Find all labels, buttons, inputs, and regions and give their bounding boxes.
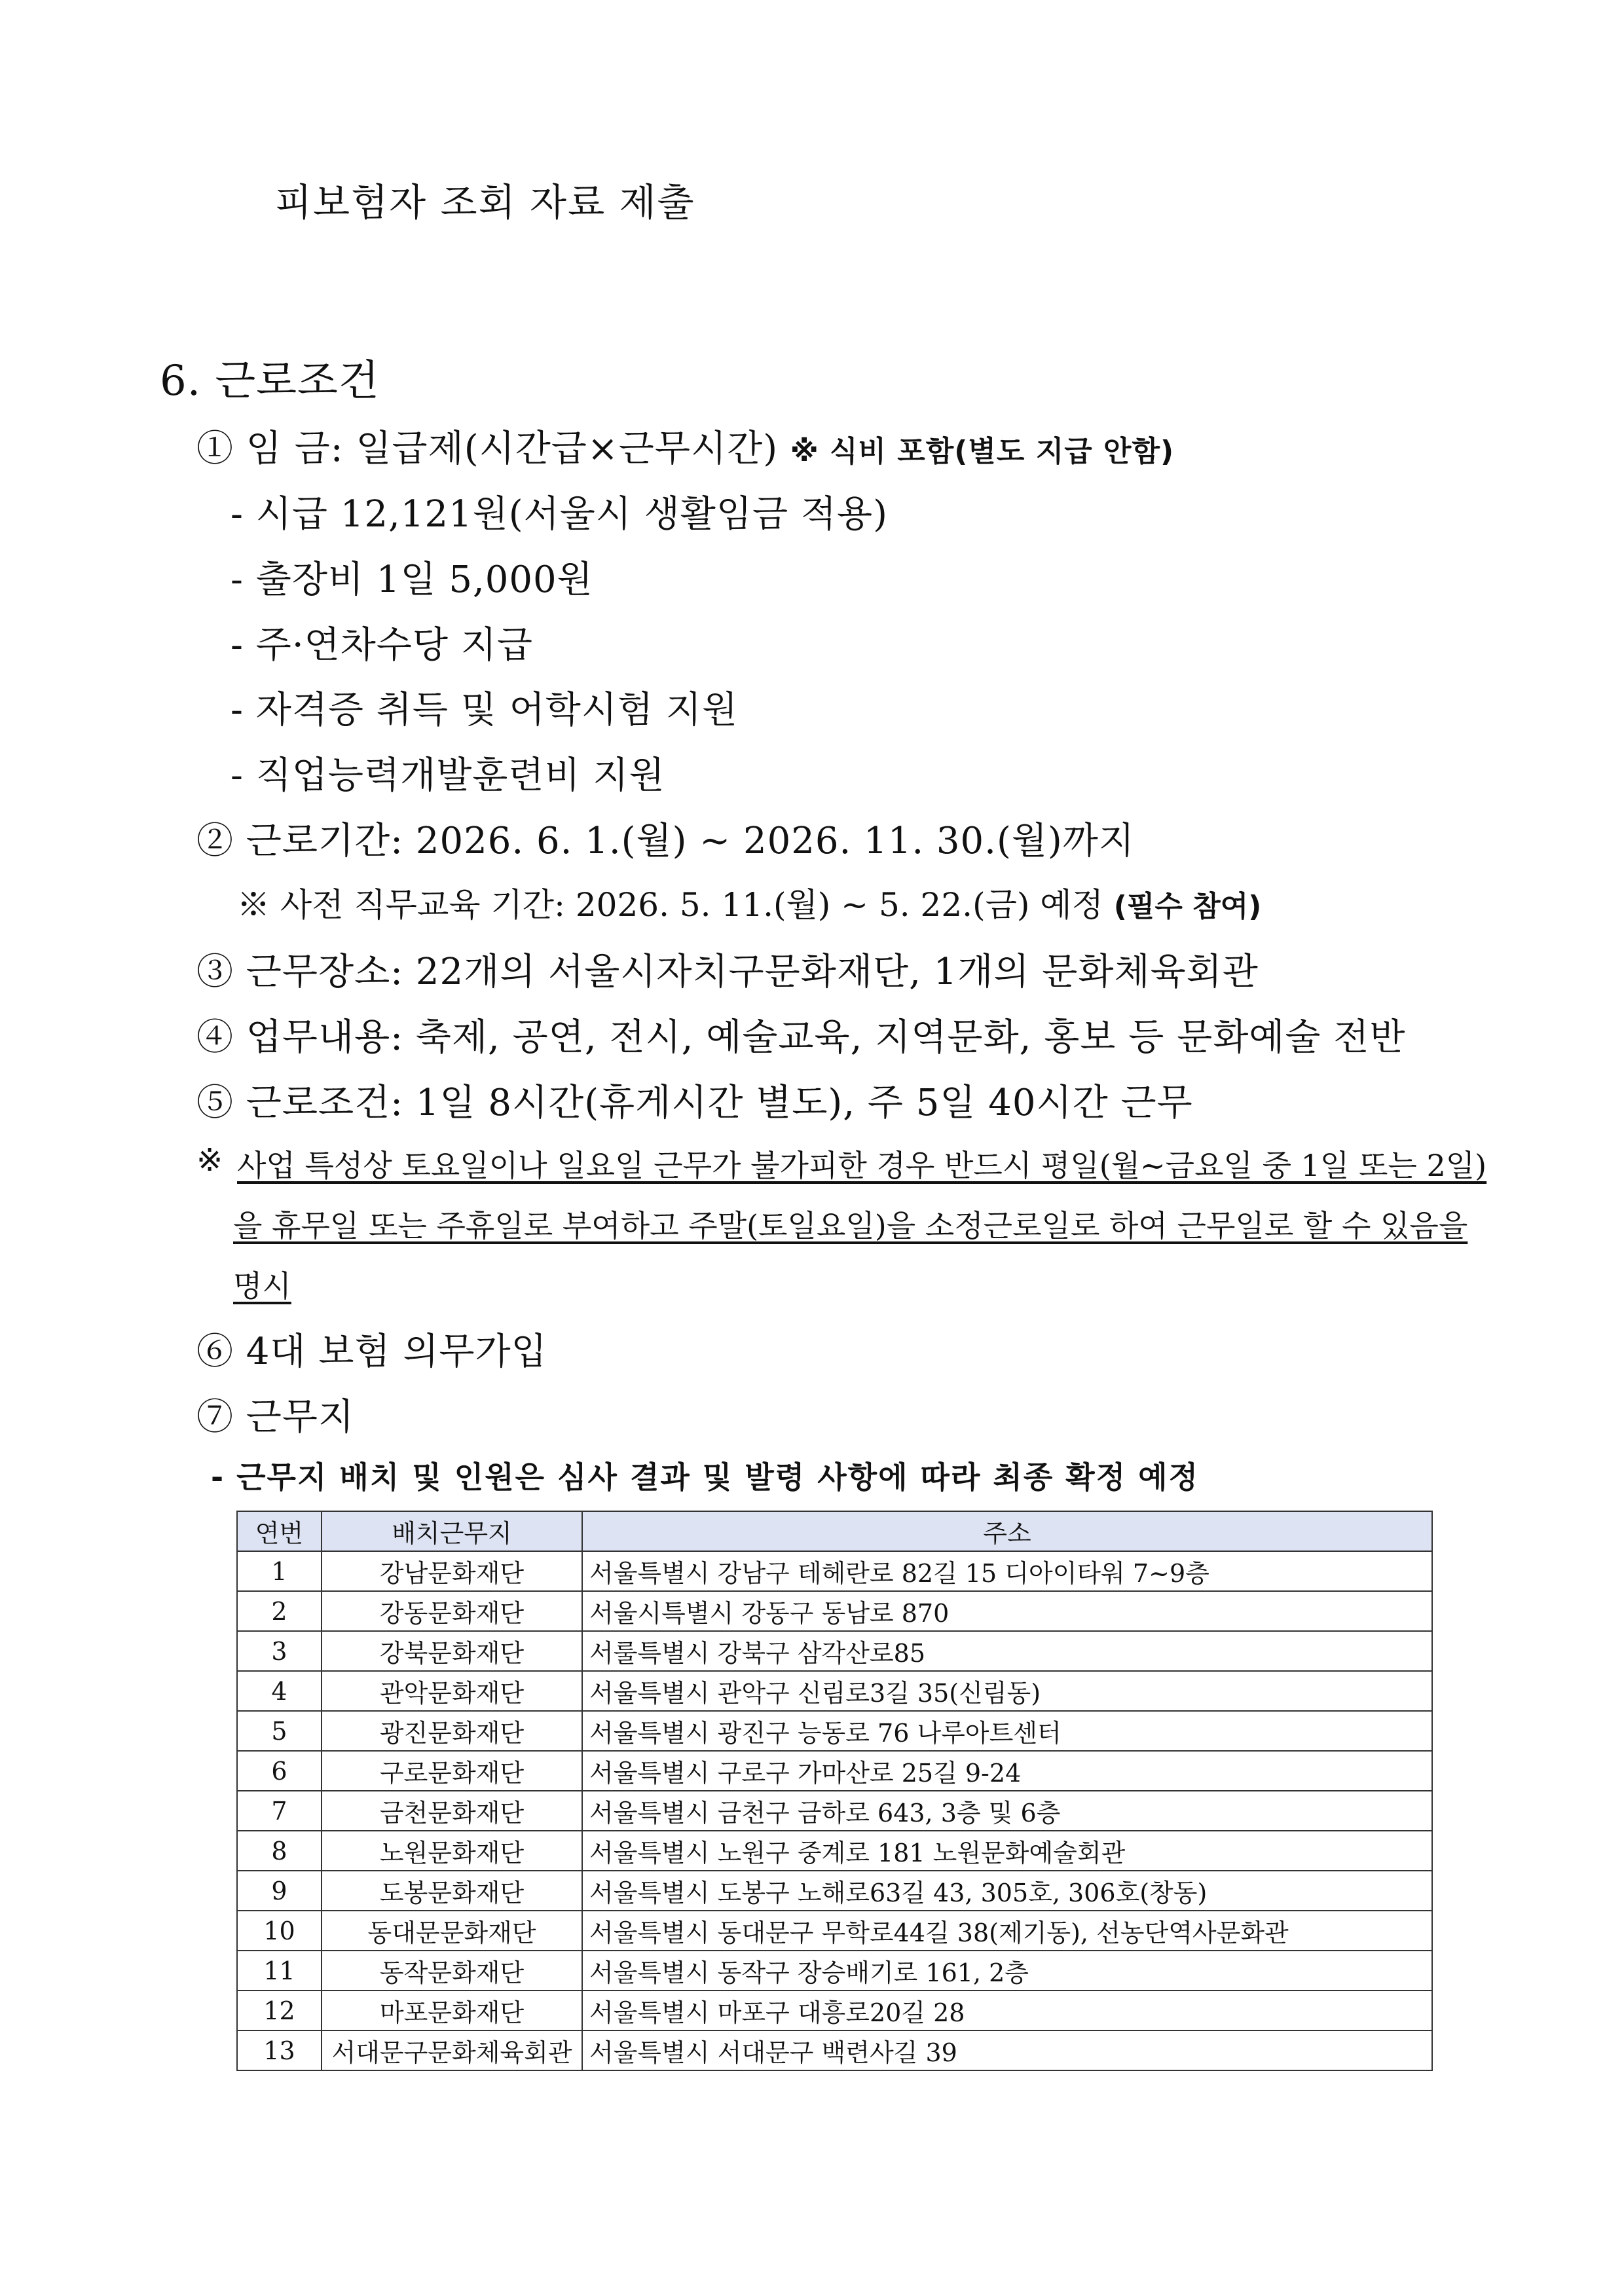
table-row bbox=[237, 1911, 1432, 1951]
table-row bbox=[237, 1711, 1432, 1751]
training-note-text: ※ 사전 직무교육 기간: 2026. 5. 11.(월) ~ 5. 22.(금) 예정 bbox=[237, 886, 1103, 924]
weekend-note-line1: 사업 특성상 토요일이나 일요일 근무가 불가피한 경우 반드시 평일(월~금요일 중 1일 또는 2일) bbox=[237, 1148, 1487, 1183]
wage-item: - 주·연차수당 지급 bbox=[231, 624, 533, 667]
wage-line bbox=[196, 420, 1174, 472]
wage-label: ① 임 금: 일급제(시간급×근무시간) bbox=[196, 428, 779, 470]
row-workplace: 도봉문화재단 bbox=[322, 1871, 582, 1911]
table-row bbox=[237, 1951, 1432, 1991]
row-address: 서울특별시 광진구 능동로 76 나루아트센터 bbox=[582, 1711, 1432, 1751]
wage-item: - 출장비 1일 5,000원 bbox=[231, 559, 593, 601]
row-number: 11 bbox=[237, 1951, 322, 1991]
table-row bbox=[237, 1671, 1432, 1711]
training-note bbox=[237, 879, 1261, 926]
row-address: 서룰특별시 강북구 삼각산로85 bbox=[582, 1631, 1432, 1671]
row-number: 1 bbox=[237, 1551, 322, 1591]
row-address: 서울특별시 구로구 가마산로 25길 9-24 bbox=[582, 1751, 1432, 1791]
table-row bbox=[237, 1551, 1432, 1591]
workplace-note: - 근무지 배치 및 인원은 심사 결과 및 발령 사항에 따라 최종 확정 예정 bbox=[211, 1460, 1200, 1495]
row-workplace: 관악문화재단 bbox=[322, 1671, 582, 1711]
row-address: 서울특별시 관악구 신림로3길 35(신림동) bbox=[582, 1671, 1432, 1711]
row-address: 서울특별시 금천구 금하로 643, 3층 및 6층 bbox=[582, 1791, 1432, 1831]
row-number: 13 bbox=[237, 2030, 322, 2070]
conditions-line: ⑤ 근로조건: 1일 8시간(휴게시간 별도), 주 5일 40시간 근무 bbox=[196, 1082, 1193, 1124]
row-number: 9 bbox=[237, 1871, 322, 1911]
weekend-note-mark: ※ bbox=[196, 1142, 223, 1179]
row-workplace: 강남문화재단 bbox=[322, 1551, 582, 1591]
top-line: 피보험자 조회 자료 제출 bbox=[275, 180, 695, 225]
table-row bbox=[237, 1751, 1432, 1791]
wage-item: - 직업능력개발훈련비 지원 bbox=[231, 754, 665, 797]
row-number: 3 bbox=[237, 1631, 322, 1671]
row-workplace: 동작문화재단 bbox=[322, 1951, 582, 1991]
row-number: 10 bbox=[237, 1911, 322, 1951]
row-number: 5 bbox=[237, 1711, 322, 1751]
row-number: 12 bbox=[237, 1991, 322, 2030]
table-row bbox=[237, 1791, 1432, 1831]
row-number: 7 bbox=[237, 1791, 322, 1831]
header-address: 주소 bbox=[582, 1511, 1432, 1551]
table-row bbox=[237, 1631, 1432, 1671]
row-address: 서울특별시 서대문구 백련사길 39 bbox=[582, 2030, 1432, 2070]
row-workplace: 강북문화재단 bbox=[322, 1631, 582, 1671]
table-row bbox=[237, 1591, 1432, 1631]
table-row bbox=[237, 1991, 1432, 2030]
row-number: 6 bbox=[237, 1751, 322, 1791]
row-workplace: 노원문화재단 bbox=[322, 1831, 582, 1871]
row-address: 서울특별시 마포구 대흥로20길 28 bbox=[582, 1991, 1432, 2030]
row-workplace: 동대문문화재단 bbox=[322, 1911, 582, 1951]
wage-item: - 시급 12,121원(서울시 생활임금 적용) bbox=[231, 493, 888, 536]
row-address: 서울특별시 동대문구 무학로44길 38(제기동), 선농단역사문화관 bbox=[582, 1911, 1432, 1951]
table-row bbox=[237, 1831, 1432, 1871]
table-row bbox=[237, 1871, 1432, 1911]
section-title: 6. 근로조건 bbox=[160, 357, 380, 405]
place-line: ③ 근무장소: 22개의 서울시자치구문화재단, 1개의 문화체육회관 bbox=[196, 951, 1259, 993]
row-address: 서울특별시 동작구 장승배기로 161, 2층 bbox=[582, 1951, 1432, 1991]
row-number: 2 bbox=[237, 1591, 322, 1631]
row-workplace: 강동문화재단 bbox=[322, 1591, 582, 1631]
row-workplace: 금천문화재단 bbox=[322, 1791, 582, 1831]
row-workplace: 서대문구문화체육회관 bbox=[322, 2030, 582, 2070]
wage-note: ※ 식비 포함(별도 지급 안함) bbox=[790, 435, 1175, 468]
weekend-note-line3: 명시 bbox=[233, 1268, 291, 1304]
row-number: 4 bbox=[237, 1671, 322, 1711]
header-workplace: 배치근무지 bbox=[322, 1511, 582, 1551]
row-address: 서울특별시 도봉구 노해로63길 43, 305호, 306호(창동) bbox=[582, 1871, 1432, 1911]
wage-item: - 자격증 취득 및 어학시험 지원 bbox=[231, 689, 739, 731]
workplace-table bbox=[236, 1511, 1433, 2071]
duties-line: ④ 업무내용: 축제, 공연, 전시, 예술교육, 지역문화, 홍보 등 문화예술 전반 bbox=[196, 1016, 1406, 1059]
row-address: 서울특별시 노원구 중계로 181 노원문화예술회관 bbox=[582, 1831, 1432, 1871]
workplace-label: ⑦ 근무지 bbox=[196, 1396, 355, 1439]
period-line: ② 근로기간: 2026. 6. 1.(월) ~ 2026. 11. 30.(월)까지 bbox=[196, 820, 1135, 862]
row-workplace: 마포문화재단 bbox=[322, 1991, 582, 2030]
row-address: 서울시특별시 강동구 동남로 870 bbox=[582, 1591, 1432, 1631]
row-workplace: 광진문화재단 bbox=[322, 1711, 582, 1751]
insurance-line: ⑥ 4대 보험 의무가입 bbox=[196, 1331, 547, 1373]
training-note-bold: (필수 참여) bbox=[1113, 890, 1262, 923]
row-number: 8 bbox=[237, 1831, 322, 1871]
row-workplace: 구로문화재단 bbox=[322, 1751, 582, 1791]
table-row bbox=[237, 2030, 1432, 2070]
table-header-row bbox=[237, 1511, 1432, 1551]
row-address: 서울특별시 강남구 테헤란로 82길 15 디아이타워 7~9층 bbox=[582, 1551, 1432, 1591]
header-no: 연번 bbox=[237, 1511, 322, 1551]
weekend-note-line2: 을 휴무일 또는 주휴일로 부여하고 주말(토일요일)을 소정근로일로 하여 근무일로 할 수 있음을 bbox=[233, 1208, 1468, 1243]
